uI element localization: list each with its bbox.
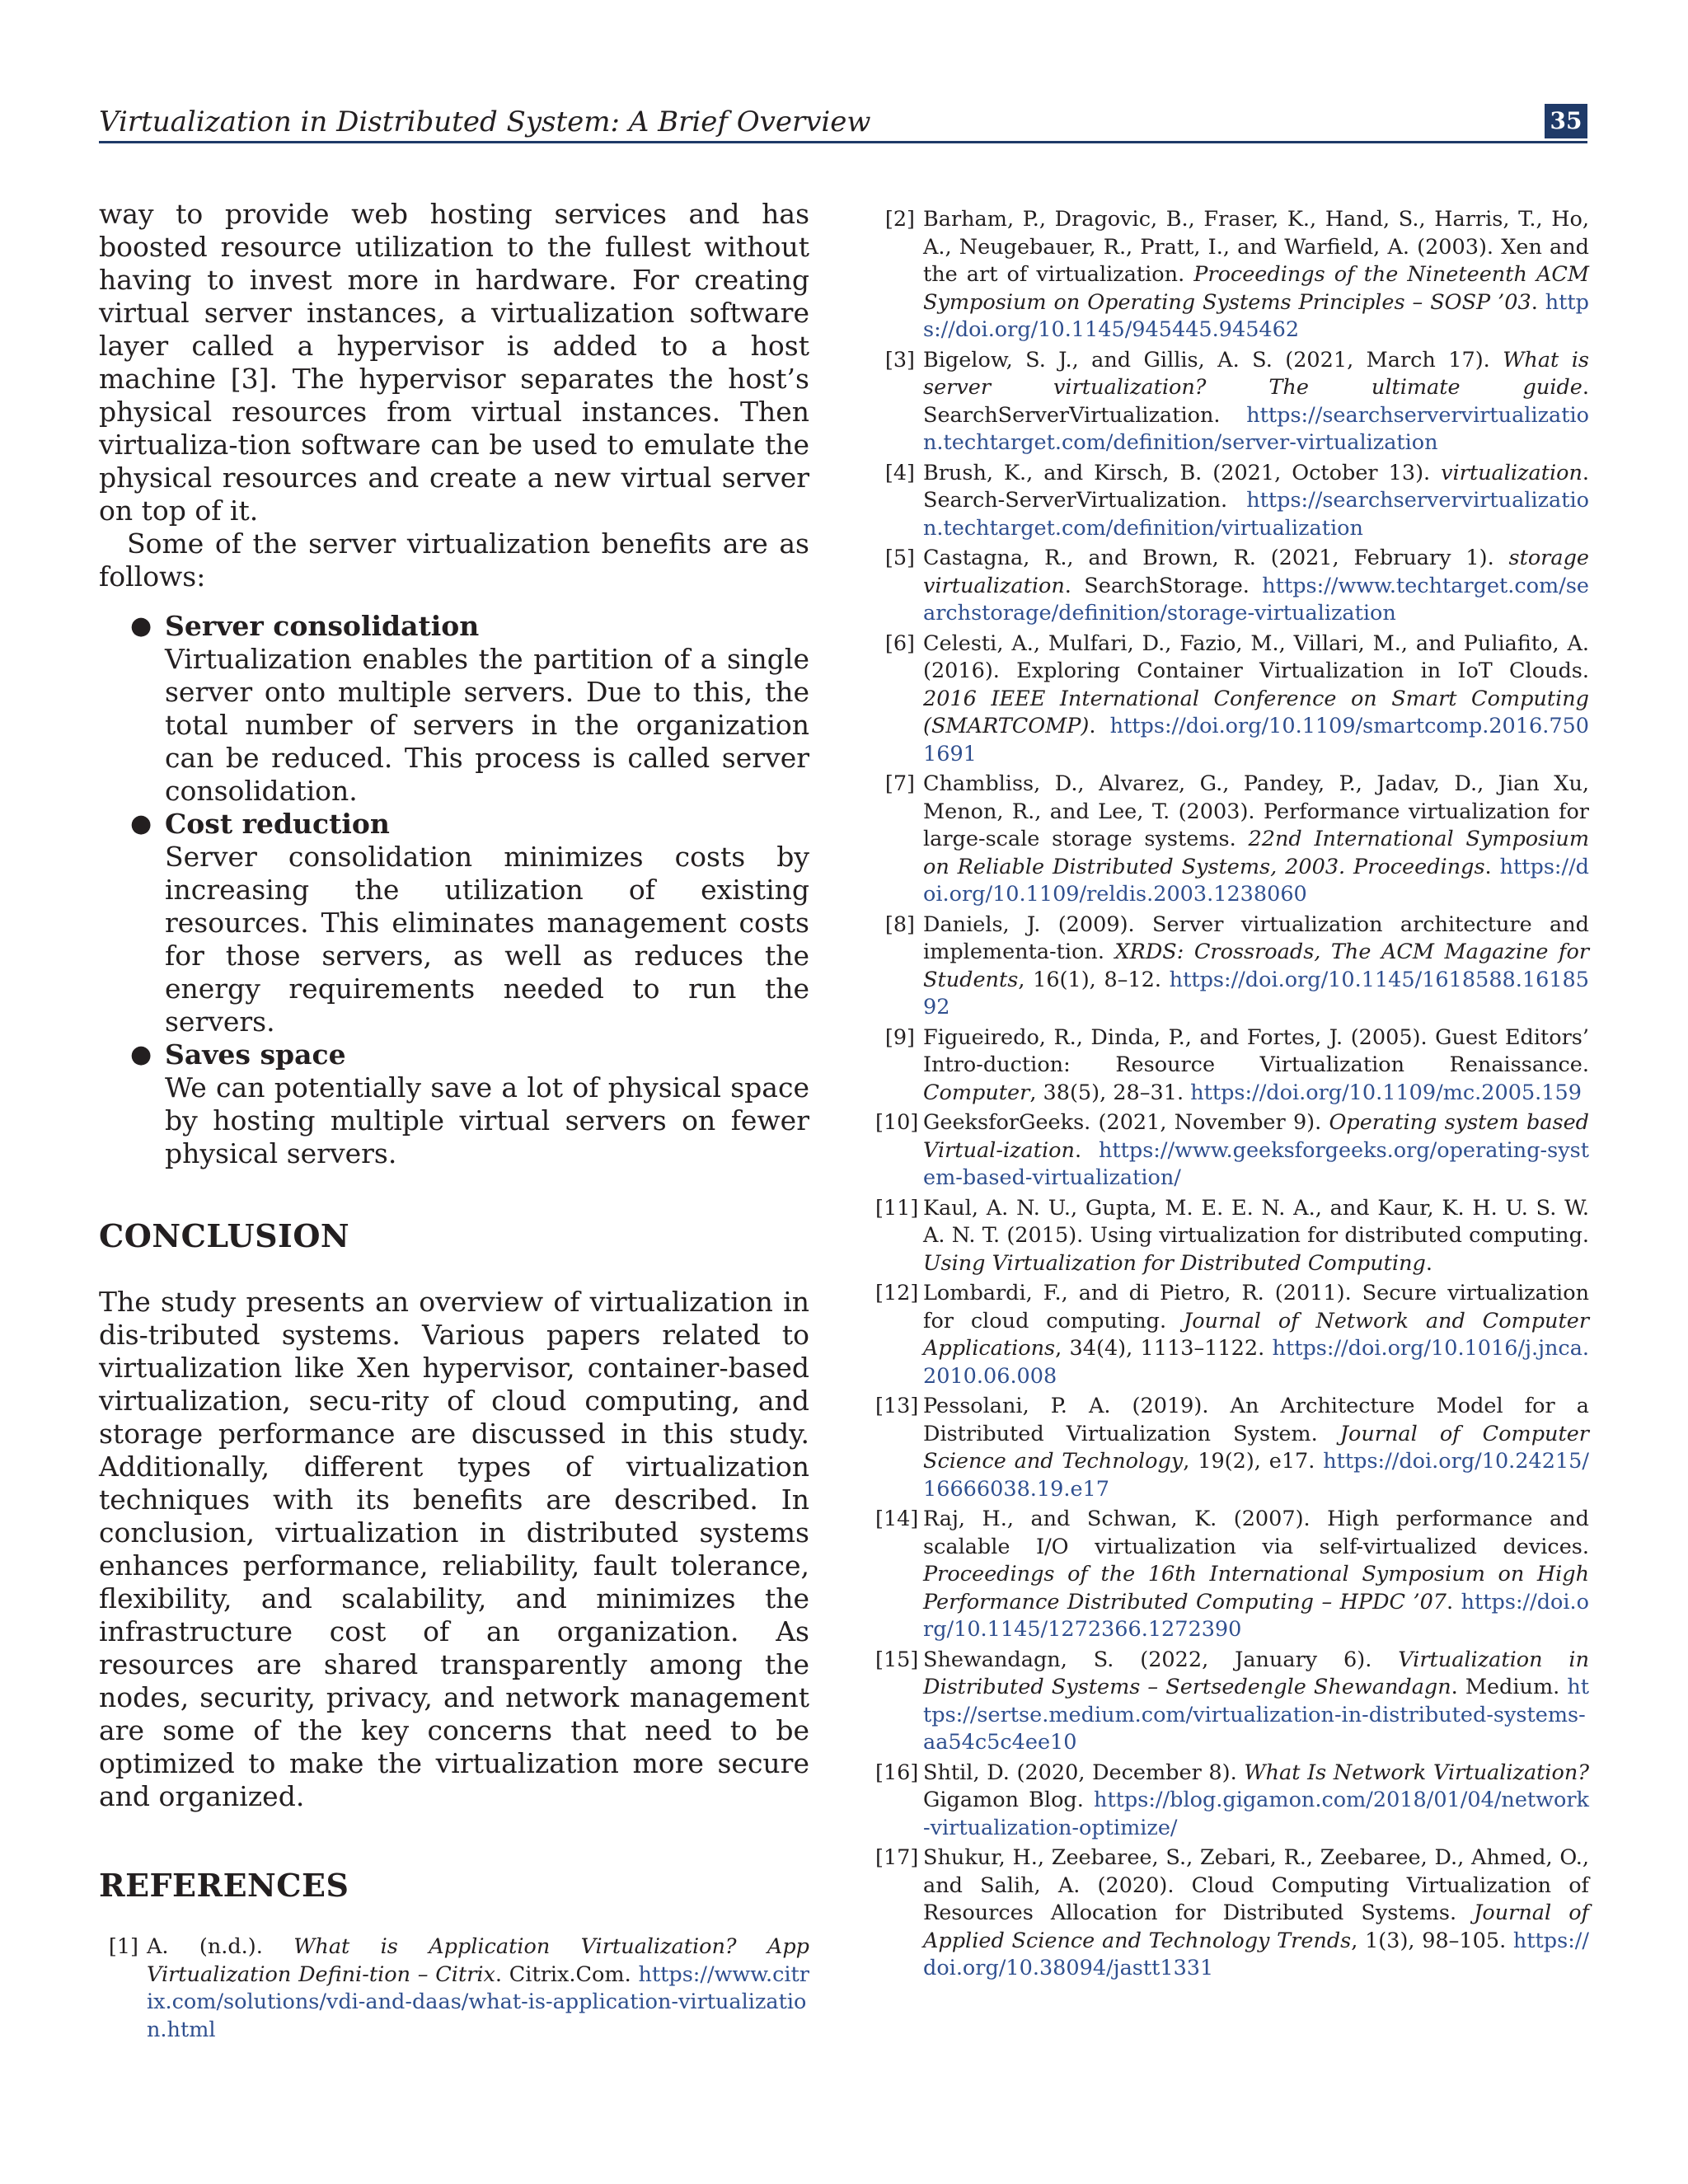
- reference-title: Operating system based Virtual-ization: [923, 1110, 1589, 1163]
- bullet-title: Cost reduction: [165, 808, 390, 840]
- right-column: [875, 206, 1589, 1985]
- reference-item: [875, 630, 1589, 769]
- reference-link[interactable]: https://doi.org/10.38094/jastt1331: [923, 1928, 1589, 1980]
- reference-number: [9]: [884, 1024, 915, 1050]
- list-item: [130, 1038, 809, 1170]
- reference-source: Gigamon Blog.: [923, 1788, 1095, 1812]
- reference-title: Proceedings of the Nineteenth ACM Symposium on Operating Systems Principles – SOSP ’03: [923, 262, 1589, 315]
- reference-link[interactable]: https://doi.org/10.1145/1618588.1618592: [923, 967, 1589, 1019]
- header-rule: [99, 141, 1587, 143]
- reference-text: Shukur, H., Zeebaree, S., Zebari, R., Zeebaree, D., Ahmed, O., and Salih, A. (2020). Cloud Computing Virtualization of Resources Allocation for Distributed Systems.: [923, 1845, 1589, 1925]
- reference-title: Computer: [923, 1080, 1030, 1105]
- reference-list-right: [875, 206, 1589, 1983]
- reference-title: Journal of Applied Science and Technology Trends: [923, 1900, 1589, 1953]
- reference-number: [3]: [884, 347, 915, 373]
- reference-source: . SearchServerVirtualization.: [923, 375, 1589, 428]
- reference-text: GeeksforGeeks. (2021, November 9).: [923, 1110, 1329, 1135]
- reference-link[interactable]: https://blog.gigamon.com/2018/01/04/network-virtualization-optimize/: [923, 1788, 1589, 1840]
- reference-title: Virtualization in Distributed Systems – Sertsedengle Shewandagn: [923, 1647, 1589, 1699]
- reference-source: .: [1089, 714, 1110, 738]
- reference-text: Kaul, A. N. U., Gupta, M. E. E. N. A., and Kaur, K. H. U. S. W. A. N. T. (2015). Using virtualization for distributed computing.: [923, 1195, 1589, 1248]
- reference-item: [875, 1280, 1589, 1390]
- reference-link[interactable]: https://www.geeksforgeeks.org/operating-system-based-virtualization/: [923, 1137, 1589, 1190]
- reference-text: Daniels, J. (2009). Server virtualization architecture and implementa-tion.: [923, 912, 1589, 964]
- reference-item: [99, 1933, 809, 2044]
- reference-text: Figueiredo, R., Dinda, P., and Fortes, J. (2005). Guest Editors’ Intro-duction: Resource Virtualization Renaissance.: [923, 1024, 1589, 1077]
- reference-item: [875, 1647, 1589, 1757]
- reference-number: [8]: [884, 912, 915, 937]
- reference-item: [875, 206, 1589, 344]
- reference-text: Shtil, D. (2020, December 8).: [923, 1760, 1245, 1785]
- conclusion-heading: CONCLUSION: [99, 1217, 350, 1254]
- reference-source: .: [1484, 854, 1500, 879]
- reference-source: , 38(5), 28–31.: [1029, 1080, 1191, 1105]
- reference-title: storage virtualization: [923, 546, 1589, 598]
- reference-number: [12]: [875, 1281, 919, 1305]
- reference-text: A. (n.d.).: [147, 1934, 294, 1959]
- reference-link[interactable]: https://www.citrix.com/solutions/vdi-and-daas/what-is-application-virtualization.html: [147, 1961, 809, 2042]
- reference-source: .: [1447, 1589, 1461, 1615]
- reference-number: [7]: [884, 771, 915, 796]
- reference-link[interactable]: https://www.techtarget.com/searchstorage/definition/storage-virtualization: [923, 573, 1589, 626]
- reference-item: [875, 1109, 1589, 1193]
- reference-link[interactable]: https://doi.org/10.1109/smartcomp.2016.7501691: [923, 714, 1589, 766]
- reference-text: Lombardi, F., and di Pietro, R. (2011). Secure virtualization for cloud computing.: [923, 1281, 1589, 1333]
- reference-text: Brush, K., and Kirsch, B. (2021, October 13).: [923, 460, 1442, 485]
- reference-number: [13]: [875, 1394, 919, 1418]
- reference-number: [14]: [875, 1507, 919, 1531]
- bullet-icon: ●: [130, 1040, 152, 1069]
- reference-item: [875, 771, 1589, 909]
- reference-source: . Search-ServerVirtualization.: [923, 460, 1589, 513]
- reference-source: . SearchStorage.: [1064, 573, 1263, 598]
- reference-source: .: [1074, 1137, 1099, 1163]
- reference-title: What Is Network Virtualization?: [1244, 1760, 1589, 1785]
- reference-link[interactable]: https://sertse.medium.com/virtualization-in-distributed-systems-aa54c5c4ee10: [923, 1675, 1589, 1755]
- reference-source: , 1(3), 98–105.: [1351, 1928, 1513, 1953]
- list-item: [130, 610, 809, 808]
- intro-paragraph: way to provide web hosting services and has boosted resource utilization to the fullest without having to invest more in hardware. For creating virtual server instances, a virtualization software layer called a hypervisor is added to a host machine [3]. The hypervisor separates the host’s physical resources from virtual instances. Then virtualiza-tion software can be used to emulate the physical resources and create a new virtual server on top of it.: [99, 198, 809, 527]
- bullet-icon: ●: [130, 809, 152, 838]
- reference-item: [875, 912, 1589, 1022]
- conclusion-paragraph: The study presents an overview of virtualization in dis-tributed systems. Various papers related to virtualization like Xen hypervisor, container-based virtualization, secu-rity of cloud computing, and storage performance are discussed in this study. Additionally, different types of virtualization techniques with its benefits are described. In conclusion, virtualization in distributed systems enhances performance, reliability, fault tolerance, flexibility, and scalability, and minimizes the infrastructure cost of an organization. As resources are shared transparently among the nodes, security, privacy, and network management are some of the key concerns that need to be optimized to make the virtualization more secure and organized.: [99, 1286, 809, 1812]
- reference-text: Pessolani, P. A. (2019). An Architecture Model for a Distributed Virtualization System.: [923, 1394, 1589, 1446]
- benefits-list: [99, 610, 809, 1170]
- page-number: 35: [1545, 104, 1587, 138]
- reference-number: [4]: [884, 460, 915, 485]
- list-item: [130, 808, 809, 1038]
- reference-item: [875, 347, 1589, 457]
- reference-text: Chambliss, D., Alvarez, G., Pandey, P., Jadav, D., Jian Xu, Menon, R., and Lee, T. (2003). Performance virtualization for large-scale storage systems.: [923, 771, 1589, 851]
- reference-item: [875, 460, 1589, 543]
- reference-number: [11]: [875, 1195, 919, 1221]
- reference-number: [2]: [884, 207, 915, 232]
- reference-item: [875, 1195, 1589, 1278]
- reference-number: [5]: [884, 546, 915, 570]
- reference-link[interactable]: https://doi.org/10.1109/reldis.2003.1238060: [923, 854, 1590, 907]
- benefits-intro: Some of the server virtualization benefits are as follows:: [99, 527, 809, 593]
- reference-item: [875, 1506, 1589, 1644]
- reference-text: Bigelow, S. J., and Gillis, A. S. (2021, March 17).: [923, 347, 1503, 373]
- reference-source: , 16(1), 8–12.: [1018, 967, 1170, 992]
- reference-source: . Citrix.Com.: [495, 1961, 639, 1987]
- reference-text: Barham, P., Dragovic, B., Fraser, K., Hand, S., Harris, T., Ho, A., Neugebauer, R., Pratt, I., and Warfield, A. (2003). Xen and the art of virtualization.: [923, 207, 1589, 287]
- reference-title: Journal of Computer Science and Technology: [923, 1421, 1589, 1474]
- reference-item: [875, 1024, 1589, 1108]
- reference-link[interactable]: https://doi.org/10.1145/1272366.1272390: [923, 1589, 1590, 1642]
- bullet-text: Server consolidation minimizes costs by increasing the utilization of existing resources. This eliminates management costs for those servers, as well as reduces the energy requirements needed to run the servers.: [165, 841, 809, 1038]
- reference-link[interactable]: https://searchservervirtualization.techtarget.com/definition/virtualization: [923, 488, 1589, 541]
- reference-source: , 19(2), e17.: [1183, 1449, 1324, 1474]
- reference-title: What is Application Virtualization? App Virtualization Defini-tion – Citrix: [147, 1934, 809, 1987]
- reference-item: [875, 1393, 1589, 1503]
- bullet-title: Server consolidation: [165, 610, 480, 642]
- reference-source: . Medium.: [1451, 1675, 1568, 1699]
- reference-source: .: [1425, 1250, 1432, 1276]
- reference-item: [875, 1760, 1589, 1843]
- reference-title: 2016 IEEE International Conference on Smart Computing (SMARTCOMP): [923, 686, 1589, 738]
- bullet-text: Virtualization enables the partition of a single server onto multiple servers. Due to this, the total number of servers in the organization can be reduced. This process is called server consolidation.: [165, 643, 809, 807]
- reference-link[interactable]: https://doi.org/10.1109/mc.2005.159: [1190, 1080, 1582, 1105]
- reference-title: Proceedings of the 16th International Symposium on High Performance Distributed Computing – HPDC ’07: [923, 1562, 1589, 1615]
- running-header: [99, 104, 1587, 142]
- reference-title: Journal of Network and Computer Applications: [923, 1308, 1590, 1361]
- reference-item: [875, 545, 1589, 628]
- reference-number: [1]: [108, 1934, 138, 1959]
- reference-link[interactable]: https://doi.org/10.24215/16666038.19.e17: [923, 1449, 1589, 1502]
- reference-title: Using Virtualization for Distributed Computing: [923, 1250, 1426, 1276]
- reference-number: [16]: [875, 1760, 919, 1785]
- reference-list-left: [99, 1933, 809, 2044]
- bullet-text: We can potentially save a lot of physical space by hosting multiple virtual servers on fewer physical servers.: [165, 1071, 809, 1169]
- reference-text: Shewandagn, S. (2022, January 6).: [923, 1647, 1399, 1672]
- reference-number: [15]: [875, 1647, 919, 1672]
- reference-text: Raj, H., and Schwan, K. (2007). High performance and scalable I/O virtualization via self-virtualized devices.: [923, 1507, 1589, 1559]
- reference-title: 22nd International Symposium on Reliable Distributed Systems, 2003. Proceedings: [923, 827, 1589, 879]
- reference-link[interactable]: https://searchservervirtualization.techtarget.com/definition/server-virtualization: [923, 402, 1589, 455]
- reference-number: [17]: [875, 1845, 919, 1870]
- reference-link[interactable]: https://doi.org/10.1145/945445.945462: [923, 289, 1590, 342]
- reference-title: What is server virtualization? The ultimate guide: [923, 347, 1589, 400]
- left-column: [99, 198, 809, 2046]
- reference-title: XRDS: Crossroads, The ACM Magazine for Students: [923, 940, 1590, 992]
- reference-source: .: [1531, 289, 1545, 315]
- reference-link[interactable]: https://doi.org/10.1016/j.jnca.2010.06.008: [923, 1336, 1589, 1389]
- reference-text: Celesti, A., Mulfari, D., Fazio, M., Villari, M., and Puliafito, A. (2016). Exploring Container Virtualization in IoT Clouds.: [923, 630, 1589, 683]
- references-heading: REFERENCES: [99, 1867, 349, 1904]
- reference-number: [6]: [884, 630, 915, 656]
- reference-source: , 34(4), 1113–1122.: [1055, 1336, 1273, 1361]
- reference-item: [875, 1844, 1589, 1983]
- reference-title: virtualization: [1441, 460, 1582, 485]
- reference-number: [10]: [875, 1110, 919, 1135]
- running-title: Virtualization in Distributed System: A Brief Overview: [99, 105, 871, 138]
- bullet-title: Saves space: [165, 1038, 346, 1071]
- reference-text: Castagna, R., and Brown, R. (2021, February 1).: [923, 546, 1509, 570]
- bullet-icon: ●: [130, 612, 152, 640]
